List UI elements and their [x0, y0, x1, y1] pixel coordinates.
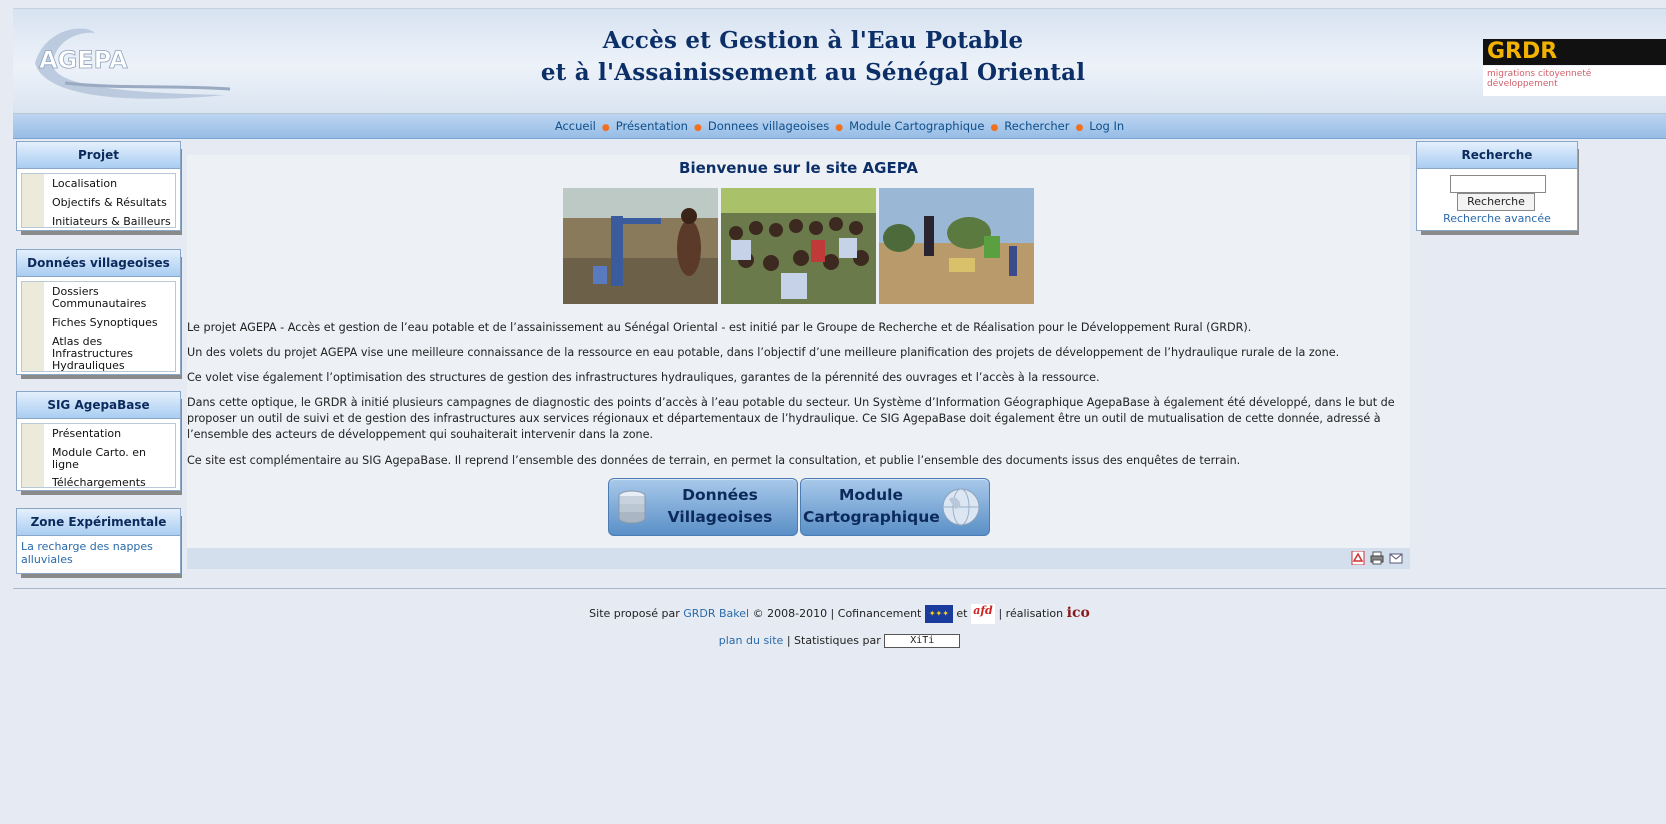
grdr-logo-text: GRDR — [1483, 39, 1666, 65]
panel-title: Recherche — [1417, 142, 1577, 169]
menu-item-objectifs[interactable]: Objectifs & Résultats — [52, 196, 167, 209]
xiti-badge[interactable]: XiTi — [884, 634, 960, 648]
donnees-button-line1: Données — [682, 486, 758, 504]
agepa-logo[interactable] — [25, 23, 235, 103]
nav-accueil[interactable]: Accueil — [554, 119, 596, 133]
nav-separator: ● — [835, 123, 844, 133]
footer-realisation: | réalisation — [998, 607, 1064, 620]
footer-and: et — [956, 607, 968, 620]
intro-paragraph-2: Un des volets du projet AGEPA vise une meilleure connaissance de la ressource en eau potable, dans l’objectif d’une meilleure planification des projets de développement de l’hydraulique rurale de la zone. — [187, 346, 1340, 359]
module-cartographique-button[interactable] — [800, 478, 990, 536]
email-icon[interactable] — [1389, 551, 1403, 565]
agepa-logo-text: AGEPA — [39, 46, 128, 74]
module-button-line1: Module — [838, 486, 904, 504]
footer-credits — [13, 604, 1666, 624]
panel-sig-agepabase — [16, 391, 181, 491]
panel-zone-experimentale — [16, 508, 181, 574]
pdf-icon[interactable] — [1351, 551, 1365, 565]
photo-village-meeting — [721, 188, 876, 304]
footer-copyright: © 2008-2010 | Cofinancement — [752, 607, 922, 620]
photo-water-pump — [563, 188, 718, 304]
ico-logo[interactable]: ico — [1066, 605, 1090, 621]
panel-menu — [21, 423, 176, 488]
intro-paragraph-5: Ce site est complémentaire au SIG AgepaBase. Il reprend l’ensemble des données de terrain, en permet la consultation, et publie l’ensemble des documents issus des enquêtes de terrain. — [187, 454, 1241, 467]
panel-menu — [21, 281, 176, 372]
advanced-search-link[interactable]: Recherche avancée — [1443, 212, 1551, 225]
footer-prefix: Site proposé par — [589, 607, 680, 620]
module-button-line2: Cartographique — [803, 508, 940, 526]
print-icon[interactable] — [1370, 551, 1384, 565]
nav-separator: ● — [1075, 123, 1084, 133]
site-header — [13, 8, 1666, 114]
menu-item-module-carto[interactable]: Module Carto. en ligne — [52, 446, 147, 471]
panel-title: Données villageoises — [17, 250, 180, 277]
nav-separator: ● — [601, 123, 610, 133]
footer-links — [13, 634, 1666, 648]
menu-item-presentation[interactable]: Présentation — [52, 427, 122, 440]
page-frame — [13, 0, 1666, 824]
eu-flag-icon[interactable]: ✦✦✦ — [925, 605, 953, 623]
intro-paragraph-1: Le projet AGEPA - Accès et gestion de l’eau potable et de l’assainissement au Sénégal Oriental - est initié par le Groupe de Recherche et de Réalisation pour le Développement Rural (GRDR). — [187, 321, 1252, 334]
nav-presentation[interactable]: Présentation — [615, 119, 688, 133]
panel-title: Zone Expérimentale — [17, 509, 180, 536]
database-icon — [617, 490, 647, 524]
panel-recherche — [1416, 141, 1578, 231]
search-button[interactable]: Recherche — [1457, 193, 1535, 211]
panel-title: Projet — [17, 142, 180, 169]
footer-divider — [13, 588, 1666, 589]
panel-menu — [21, 173, 176, 228]
menu-item-atlas[interactable]: Atlas des Infrastructures Hydrauliques — [52, 335, 134, 372]
page-title: Bienvenue sur le site AGEPA — [679, 159, 918, 177]
menu-item-initiateurs[interactable]: Initiateurs & Bailleurs — [52, 215, 171, 228]
menu-item-dossiers[interactable]: Dossiers Communautaires — [52, 285, 147, 310]
nav-separator: ● — [990, 123, 999, 133]
footer-stats-label: | Statistiques par — [786, 634, 881, 647]
grdr-logo-subtext: migrations citoyenneté développement — [1483, 66, 1666, 96]
grdr-logo[interactable] — [1483, 39, 1666, 97]
main-nav — [13, 114, 1666, 139]
sitemap-link[interactable]: plan du site — [718, 634, 784, 647]
globe-icon — [941, 487, 981, 527]
nav-separator: ● — [693, 123, 702, 133]
panel-title: SIG AgepaBase — [17, 392, 180, 419]
donnees-villageoises-button[interactable] — [608, 478, 798, 536]
nav-rechercher[interactable]: Rechercher — [1004, 119, 1070, 133]
nav-module-cartographique[interactable]: Module Cartographique — [849, 119, 985, 133]
nav-login[interactable]: Log In — [1089, 119, 1125, 133]
menu-item-fiches[interactable]: Fiches Synoptiques — [52, 316, 158, 329]
intro-paragraph-3: Ce volet vise également l’optimisation des structures de gestion des infrastructures hydrauliques, garantes de la pérennité des ouvrages et l’accès à la ressource. — [187, 371, 1100, 384]
menu-item-telechargements[interactable]: Téléchargements — [52, 476, 146, 489]
link-recharge-nappes[interactable]: La recharge des nappes alluviales — [21, 540, 153, 566]
grdr-bakel-link[interactable]: GRDR Bakel — [683, 607, 750, 620]
photo-water-collection — [879, 188, 1034, 304]
donnees-button-line2: Villageoises — [667, 508, 773, 526]
panel-projet — [16, 141, 181, 231]
afd-logo[interactable]: afd — [971, 604, 995, 624]
title-line-1: Accès et Gestion à l'Eau Potable — [602, 27, 1024, 54]
title-line-2: et à l'Assainissement au Sénégal Oriental — [540, 59, 1086, 86]
search-input[interactable] — [1450, 175, 1546, 193]
menu-item-localisation[interactable]: Localisation — [52, 177, 118, 190]
panel-donnees-villageoises — [16, 249, 181, 375]
nav-donnees-villageoises[interactable]: Donnees villageoises — [707, 119, 830, 133]
main-content — [187, 155, 1410, 569]
site-title — [493, 25, 1133, 89]
intro-paragraph-4: Dans cette optique, le GRDR à initié plusieurs campagnes de diagnostic des points d’accès à l’eau potable du secteur. Un Système d’Information Géographique AgepaBase à également été développé, dans le but de proposer un outil de suivi et de gestion des infrastructures aux services régionaux et départementaux de l’hydraulique. Ce SIG AgepaBase doit également être un outil de mutualisation de cette donnée, adressé à l’ensemble des acteurs de développement qui souhaiterait intervenir dans la zone. — [187, 396, 1395, 441]
article-toolbar — [187, 548, 1410, 569]
